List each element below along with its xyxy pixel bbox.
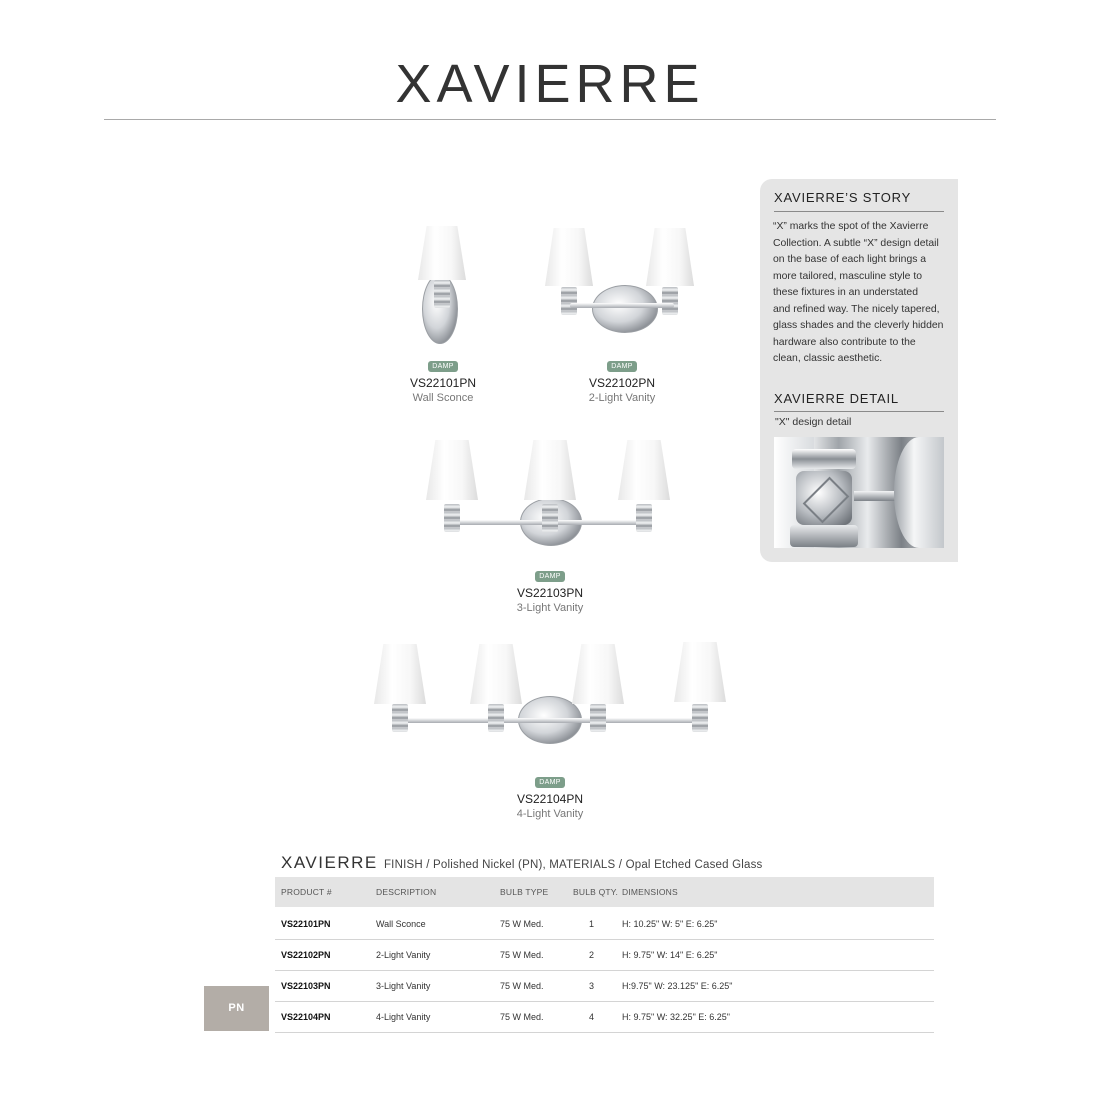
cell-bulb-qty: 1 xyxy=(589,919,595,929)
title-divider xyxy=(104,119,996,120)
cell-bulb-type: 75 W Med. xyxy=(500,919,544,929)
column-header: DIMENSIONS xyxy=(622,887,678,897)
x-detail-photo xyxy=(774,437,944,548)
page-title: XAVIERRE xyxy=(395,54,705,114)
cell-description: 3-Light Vanity xyxy=(376,981,431,991)
detail-caption: "X" design detail xyxy=(775,416,852,428)
table-collection-name: XAVIERRE xyxy=(281,853,378,872)
product-image-4-light-vanity xyxy=(370,640,730,752)
damp-rated-badge: DAMP xyxy=(428,361,457,372)
cell-bulb-type: 75 W Med. xyxy=(500,981,544,991)
story-line: glass shades and the cleverly hidden xyxy=(773,320,944,331)
product-image-3-light-vanity xyxy=(420,438,680,556)
table-finish-materials: FINISH / Polished Nickel (PN), MATERIALS / Opal Etched Cased Glass xyxy=(383,859,763,871)
column-header: BULB QTY. xyxy=(573,887,619,897)
table-title xyxy=(281,853,763,873)
product-description: 4-Light Vanity xyxy=(516,808,584,820)
product-description: Wall Sconce xyxy=(412,392,474,404)
cell-product: VS22103PN xyxy=(281,981,331,991)
cell-bulb-qty: 3 xyxy=(589,981,595,991)
story-heading-rule xyxy=(774,211,944,212)
product-4-light-vanity[interactable] xyxy=(490,771,610,822)
story-line: “X” marks the spot of the Xavierre xyxy=(773,221,929,232)
story-line: on the base of each light brings a xyxy=(773,254,927,265)
detail-heading-rule xyxy=(774,411,944,412)
cell-product: VS22104PN xyxy=(281,1012,331,1022)
product-sku: VS22101PN xyxy=(409,376,477,390)
cell-dimensions: H: 9.75" W: 32.25" E: 6.25" xyxy=(622,1012,730,1022)
cell-bulb-type: 75 W Med. xyxy=(500,950,544,960)
story-line: Collection. A subtle “X” design detail xyxy=(773,237,939,249)
cell-dimensions: H: 9.75" W: 14" E: 6.25" xyxy=(622,950,718,960)
column-header: PRODUCT # xyxy=(281,887,332,897)
cell-product: VS22101PN xyxy=(281,919,331,929)
table-header xyxy=(275,877,934,907)
cell-description: 2-Light Vanity xyxy=(376,950,431,960)
product-3-light-vanity[interactable] xyxy=(490,565,610,616)
product-description: 2-Light Vanity xyxy=(588,392,656,404)
column-header: BULB TYPE xyxy=(500,887,549,897)
column-header: DESCRIPTION xyxy=(376,887,437,897)
cell-product: VS22102PN xyxy=(281,950,331,960)
product-image-2-light-vanity xyxy=(540,225,705,340)
product-image-wall-sconce xyxy=(410,222,480,350)
product-sku: VS22102PN xyxy=(588,376,656,390)
product-description: 3-Light Vanity xyxy=(516,602,584,614)
cell-description: Wall Sconce xyxy=(376,919,426,929)
damp-rated-badge: DAMP xyxy=(535,777,564,788)
cell-dimensions: H:9.75" W: 23.125" E: 6.25" xyxy=(622,981,733,991)
finish-tab-pn: PN xyxy=(204,986,269,1031)
table-row xyxy=(275,939,934,971)
story-line: clean, classic aesthetic. xyxy=(773,353,883,364)
product-wall-sconce[interactable] xyxy=(383,355,503,406)
cell-bulb-qty: 2 xyxy=(589,950,595,960)
table-row xyxy=(275,970,934,1002)
cell-bulb-qty: 4 xyxy=(589,1012,595,1022)
damp-rated-badge: DAMP xyxy=(535,571,564,582)
story-line: these fixtures in an understated xyxy=(773,287,918,298)
product-sku: VS22104PN xyxy=(516,792,584,806)
product-sku: VS22103PN xyxy=(516,586,584,600)
damp-rated-badge: DAMP xyxy=(607,361,636,372)
table-row xyxy=(275,1001,934,1033)
story-heading: XAVIERRE’S STORY xyxy=(774,190,912,205)
story-line: more tailored, masculine style to xyxy=(773,270,922,282)
story-line: and refined way. The nicely tapered, xyxy=(773,303,940,315)
cell-dimensions: H: 10.25" W: 5" E: 6.25" xyxy=(622,919,718,929)
story-text xyxy=(773,219,955,368)
cell-description: 4-Light Vanity xyxy=(376,1012,431,1022)
cell-bulb-type: 75 W Med. xyxy=(500,1012,544,1022)
story-line: hardware also contribute to the xyxy=(773,336,916,348)
product-2-light-vanity[interactable] xyxy=(562,355,682,406)
detail-heading: XAVIERRE DETAIL xyxy=(774,391,899,406)
table-row xyxy=(275,908,934,940)
